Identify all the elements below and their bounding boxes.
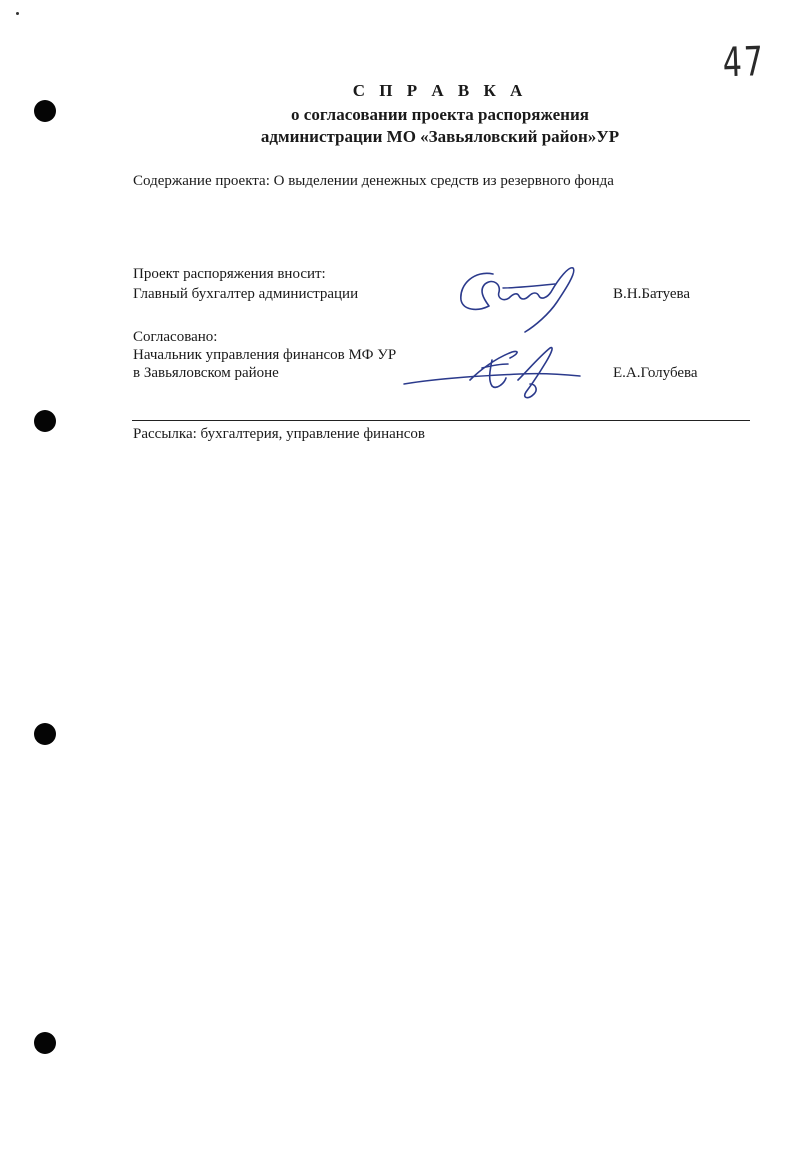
- project-content: Содержание проекта: О выделении денежных средств из резервного фонда: [133, 173, 614, 189]
- punch-hole: [34, 410, 56, 432]
- punch-hole: [34, 100, 56, 122]
- approver-name: Е.А.Голубева: [613, 365, 698, 381]
- submitter-signature: [455, 262, 585, 337]
- approver-position-line2: в Завьяловском районе: [133, 365, 279, 381]
- document-subtitle-line2: администрации МО «Завьяловский район»УР: [260, 127, 620, 146]
- scan-speck: [16, 12, 19, 15]
- document-title: С П Р А В К А: [352, 81, 528, 100]
- approver-signature: [400, 340, 590, 402]
- punch-hole: [34, 723, 56, 745]
- submitter-position: Главный бухгалтер администрации: [133, 286, 359, 302]
- divider-line: [132, 420, 750, 421]
- submitter-name: В.Н.Батуева: [613, 286, 691, 302]
- punch-hole: [34, 1032, 56, 1054]
- document-subtitle-line1: о согласовании проекта распоряжения: [291, 105, 589, 124]
- approver-intro: Согласовано:: [133, 329, 218, 345]
- submitter-intro: Проект распоряжения вносит:: [133, 266, 326, 282]
- approver-position-line1: Начальник управления финансов МФ УР: [133, 347, 397, 363]
- handwritten-page-number: 47: [722, 38, 766, 88]
- distribution-list: Рассылка: бухгалтерия, управление финансов: [133, 426, 426, 442]
